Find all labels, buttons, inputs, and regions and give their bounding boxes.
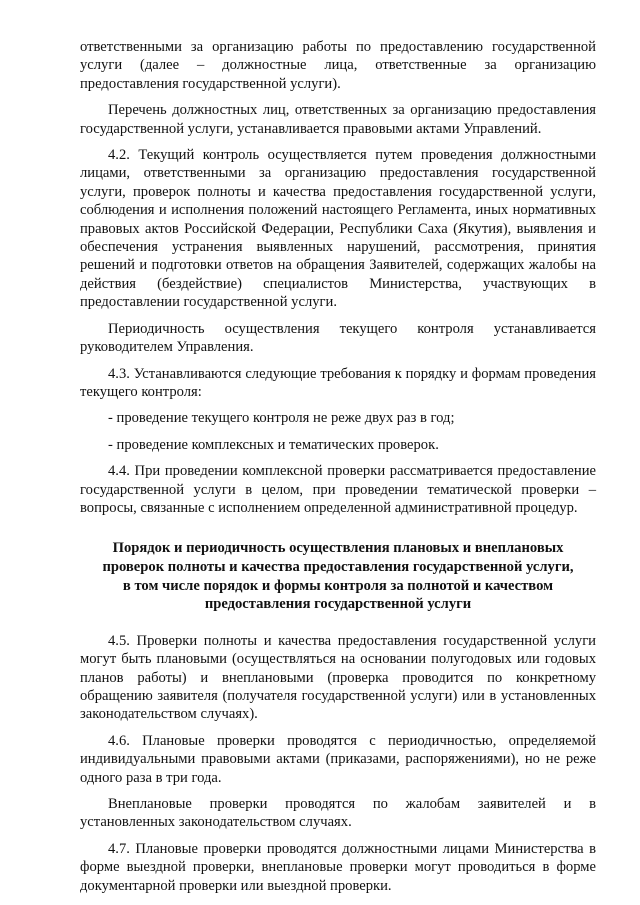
paragraph-responsible-persons: ответственными за организацию работы по предоставлению государственной услуги (далее – должностные лица, ответственные за организацию предоставления государственной услуги).: [80, 39, 596, 92]
paragraph-unscheduled: Внеплановые проверки проводятся по жалобам заявителей и в установленных законодательством случаях.: [80, 795, 596, 831]
paragraph-4-2: 4.2. Текущий контроль осуществляется путем проведения должностными лицами, ответственными за организацию предоставления государственной услуги, проверок полноты и качества предоставления государственной услуги, соблюдения и исполнения положений настоящего Регламента, иных нормативных правовых актов Российской Федерации, Республики Саха (Якутия), выявления и обеспечения устранения выявленных нарушений, рассмотрения, принятия решений и подготовки ответов на обращения Заявителей, содержащих жалобы на действия (бездействие) специалистов Министерства, участвующих в предоставлении государственной услуги.: [80, 147, 596, 311]
paragraph-4-4: 4.4. При проведении комплексной проверки рассматривается предоставление государственной услуги в целом, при проведении тематической проверки – вопросы, связанные с исполнением определенной административной процедур.: [80, 463, 596, 516]
heading-line-4: предоставления государственной услуги: [204, 596, 472, 613]
paragraph-4-7: 4.7. Плановые проверки проводятся должностными лицами Министерства в форме выездной проверки, внеплановые проверки могут проводиться в форме документарной проверки или выездной проверки.: [80, 840, 596, 894]
paragraph-4-6: 4.6. Плановые проверки проводятся с периодичностью, определяемой индивидуальными правовыми актами (приказами, распоряжениями), но не реже одного раза в три года.: [80, 732, 596, 786]
paragraph-4-3: 4.3. Устанавливаются следующие требования к порядку и формам проведения текущего контроля:: [80, 365, 596, 400]
paragraph-list-of-persons: Перечень должностных лиц, ответственных за организацию предоставления государственной услуги, устанавливается правовыми актами Управлений.: [80, 102, 596, 137]
section-heading: [80, 539, 596, 613]
heading-line-3: в том числе порядок и формы контроля за полнотой и качеством: [122, 577, 554, 594]
heading-line-1: Порядок и периодичность осуществления плановых и внеплановых: [112, 540, 564, 557]
paragraph-4-5: 4.5. Проверки полноты и качества предоставления государственной услуги могут быть плановыми (осуществляться на основании полугодовых или годовых планов работы) и внеплановыми (проверка проводится по конкретному обращению заявителя (получателя государственной услуги) или в установленных законодательством случаях).: [80, 632, 596, 723]
list-item-twice-a-year: - проведение текущего контроля не реже двух раз в год;: [108, 410, 455, 427]
heading-line-2: проверок полноты и качества предоставления государственной услуги,: [102, 558, 574, 575]
list-item-complex-checks: - проведение комплексных и тематических проверок.: [108, 436, 439, 453]
paragraph-periodicity: Периодичность осуществления текущего контроля устанавливается руководителем Управления.: [80, 320, 596, 356]
